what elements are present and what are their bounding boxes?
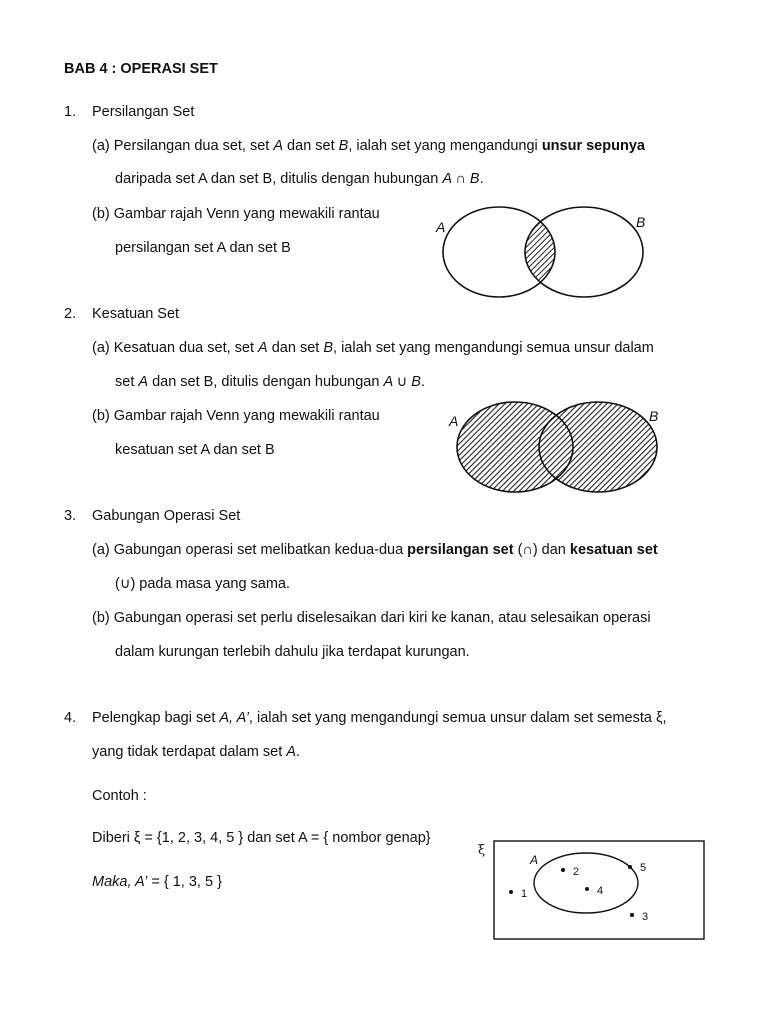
section-1-number: 1.	[64, 104, 77, 120]
section-4-line-2: yang tidak terdapat dalam set A.	[92, 744, 300, 760]
element-label-5: 5	[640, 862, 647, 874]
complement-venn-diagram	[476, 838, 716, 948]
example-answer: Maka, A’ = { 1, 3, 5 }	[92, 874, 222, 890]
section-3-b-line-1: (b) Gabungan operasi set perlu diselesaikan dari kiri ke kanan, atau selesaikan operasi	[92, 610, 651, 626]
venn-diagram-intersection	[420, 200, 660, 310]
section-2-b-line-1: (b) Gambar rajah Venn yang mewakili rantau	[92, 408, 380, 424]
example-given: Diberi ξ = {1, 2, 3, 4, 5 } dan set A = { nombor genap}	[92, 830, 431, 846]
set-a-ellipse	[534, 853, 638, 913]
universal-set-symbol: ξ	[478, 843, 486, 858]
section-4-number: 4.	[64, 710, 77, 726]
section-1-b-line-2: persilangan set A dan set B	[115, 240, 291, 256]
element-dot-2	[561, 868, 565, 872]
element-label-2: 2	[573, 866, 580, 878]
section-2-number: 2.	[64, 306, 77, 322]
section-1-b-line-1: (b) Gambar rajah Venn yang mewakili rantau	[92, 206, 380, 222]
element-label-4: 4	[597, 885, 604, 897]
section-2-a-line-2: set A dan set B, ditulis dengan hubungan A ∪ B.	[115, 374, 425, 390]
venn-label-a: A	[449, 413, 459, 429]
section-1-a-line-2: daripada set A dan set B, ditulis dengan hubungan A ∩ B.	[115, 171, 484, 187]
set-a-label: A	[530, 853, 539, 867]
venn-diagram-union	[440, 400, 680, 500]
venn-label-b: B	[636, 214, 646, 230]
section-2-a-line-1: (a) Kesatuan dua set, set A dan set B, ialah set yang mengandungi semua unsur dalam	[92, 340, 654, 356]
element-dot-4	[585, 887, 589, 891]
section-3-a-line-1: (a) Gabungan operasi set melibatkan kedua-dua persilangan set (∩) dan kesatuan set	[92, 542, 658, 558]
element-dot-1	[509, 890, 513, 894]
section-3-title: Gabungan Operasi Set	[92, 508, 241, 524]
section-1-title: Persilangan Set	[92, 104, 195, 120]
element-dot-3	[630, 913, 634, 917]
element-dot-5	[628, 865, 632, 869]
example-heading: Contoh :	[92, 788, 147, 804]
venn-label-a: A	[436, 219, 446, 235]
section-1-a-line-1: (a) Persilangan dua set, set A dan set B, ialah set yang mengandungi unsur sepunya	[92, 138, 645, 154]
section-3-number: 3.	[64, 508, 77, 524]
section-2-title: Kesatuan Set	[92, 306, 180, 322]
section-3-a-line-2: (∪) pada masa yang sama.	[115, 576, 291, 592]
element-label-3: 3	[642, 911, 649, 923]
venn-label-b: B	[649, 408, 659, 424]
section-3-b-line-2: dalam kurungan terlebih dahulu jika terdapat kurungan.	[115, 644, 470, 660]
section-4-line-1: Pelengkap bagi set A, A’, ialah set yang mengandungi semua unsur dalam set semesta ξ,	[92, 710, 667, 726]
element-label-1: 1	[521, 888, 528, 900]
section-2-b-line-2: kesatuan set A dan set B	[115, 442, 275, 458]
page-heading: BAB 4 : OPERASI SET	[64, 61, 218, 77]
